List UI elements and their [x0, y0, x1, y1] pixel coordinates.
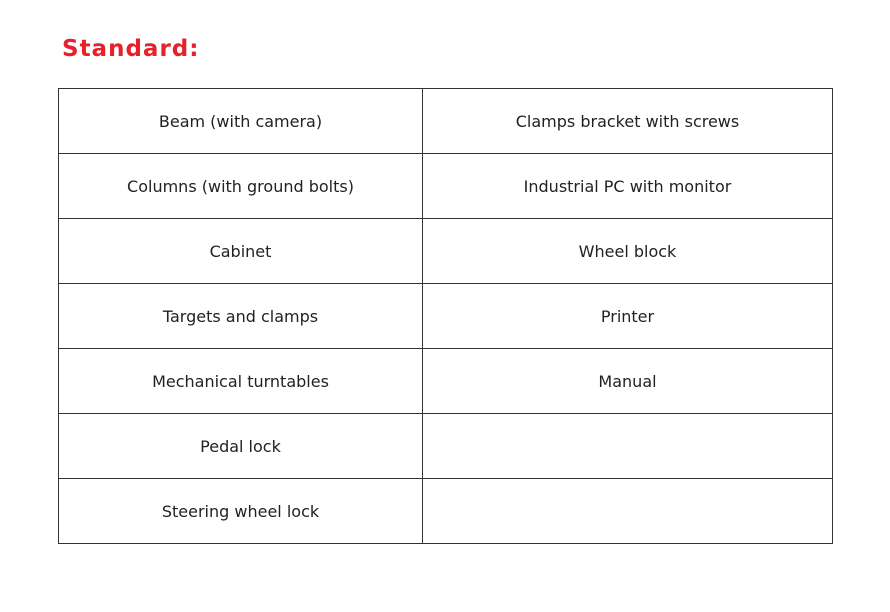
table-cell-empty: [423, 414, 833, 479]
table-row: [59, 414, 833, 479]
section-title: Standard:: [62, 36, 200, 62]
table-cell: Steering wheel lock: [59, 479, 423, 544]
table-row: [59, 154, 833, 219]
table-cell: Printer: [423, 284, 833, 349]
table-row: [59, 349, 833, 414]
table-row: [59, 219, 833, 284]
table-cell: Clamps bracket with screws: [423, 89, 833, 154]
table-cell: Mechanical turntables: [59, 349, 423, 414]
table-cell: Cabinet: [59, 219, 423, 284]
table-cell-empty: [423, 479, 833, 544]
table-cell: Beam (with camera): [59, 89, 423, 154]
table-cell: Columns (with ground bolts): [59, 154, 423, 219]
standard-items-table: [58, 88, 833, 544]
table-cell: Manual: [423, 349, 833, 414]
table-cell: Pedal lock: [59, 414, 423, 479]
table-cell: Targets and clamps: [59, 284, 423, 349]
table-cell: Wheel block: [423, 219, 833, 284]
table-row: [59, 479, 833, 544]
table-cell: Industrial PC with monitor: [423, 154, 833, 219]
table-row: [59, 284, 833, 349]
table-row: [59, 89, 833, 154]
